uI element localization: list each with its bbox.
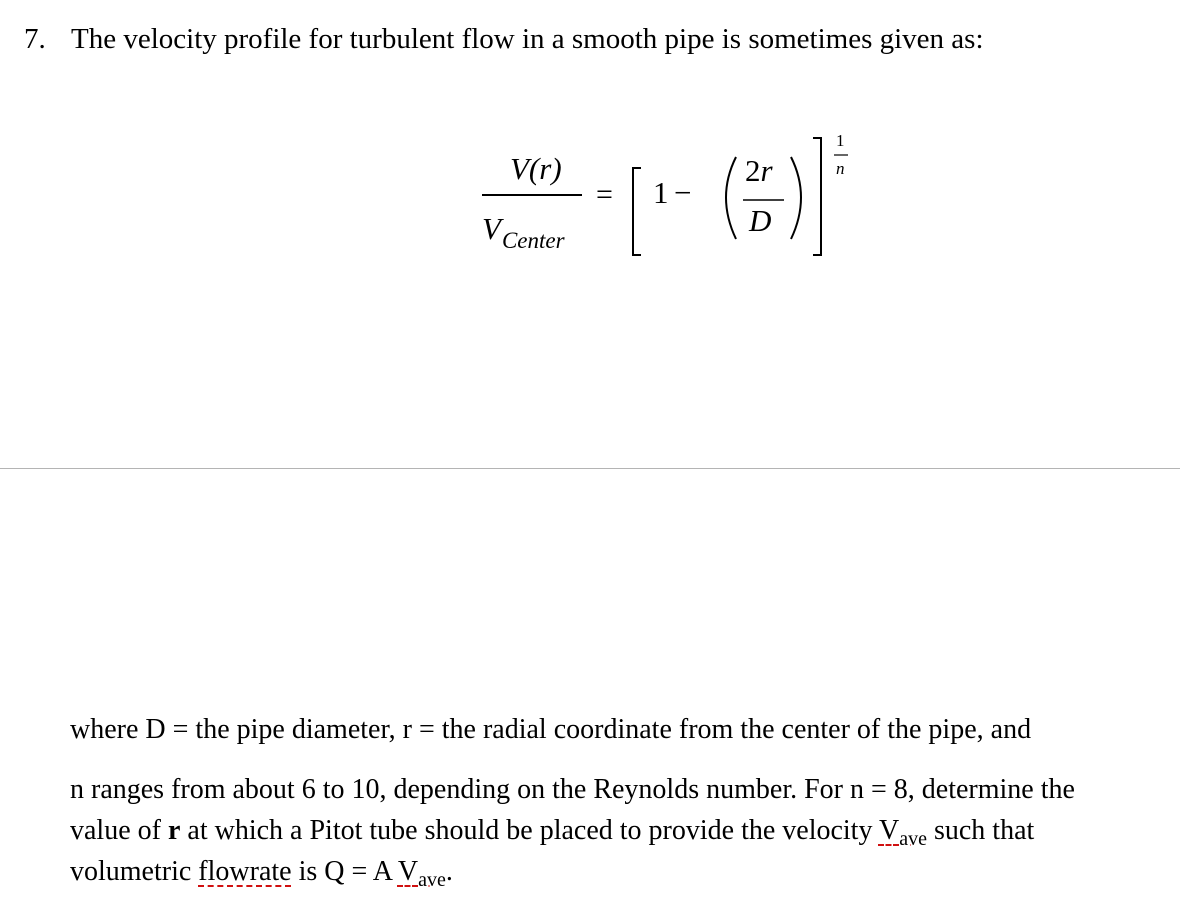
line3-v-symbol: V	[878, 815, 900, 846]
eq-exponent-denominator: n	[836, 159, 845, 178]
eq-inner-var: r	[760, 153, 773, 188]
definition-line-2: n ranges from about 6 to 10, depending on the Reynolds number. For n = 8, determine the	[70, 774, 1075, 805]
definition-line-4	[70, 854, 453, 892]
right-paren	[791, 157, 801, 239]
problem-text: The velocity profile for turbulent flow in a smooth pipe is sometimes given as:	[71, 23, 984, 55]
line3-v-ave	[878, 815, 927, 850]
line4-v-ave	[397, 856, 446, 891]
eq-exponent-numerator: 1	[836, 131, 845, 150]
definition-line-1: where D = the pipe diameter, r = the radial coordinate from the center of the pipe, and	[70, 714, 1032, 745]
line4-period: .	[445, 856, 453, 887]
eq-equals-sign: =	[596, 178, 613, 211]
line4-part-b: is Q = A	[291, 856, 398, 887]
line3-part-b: at which a Pitot tube should be placed to provide the velocity	[180, 815, 879, 846]
right-bracket	[813, 138, 821, 255]
eq-inner-coef: 2	[745, 153, 761, 188]
eq-inner-denominator: D	[749, 203, 772, 238]
eq-minus: −	[674, 175, 692, 210]
eq-v-symbol: V	[482, 211, 501, 246]
line3-ave-subscript: ave	[899, 828, 927, 850]
eq-center-subscript: Center	[501, 228, 565, 253]
line4-v-symbol: V	[397, 856, 419, 887]
eq-lhs-numerator: V(r)	[510, 151, 562, 186]
velocity-profile-equation	[470, 130, 890, 270]
line4-flowrate: flowrate	[198, 856, 292, 887]
left-paren	[726, 157, 736, 239]
line3-part-a: value of	[70, 815, 168, 846]
section-divider	[0, 468, 1180, 469]
problem-statement	[24, 20, 984, 58]
line3-part-c: such that	[926, 815, 1035, 846]
problem-number: 7.	[24, 23, 46, 55]
line4-part-a: volumetric	[70, 856, 199, 887]
definition-line-3	[70, 813, 1034, 851]
eq-one: 1	[653, 175, 669, 210]
line3-bold-r: r	[167, 815, 181, 846]
eq-inner-numerator	[745, 154, 773, 188]
left-bracket	[633, 168, 641, 255]
line4-ave-subscript: ave	[418, 869, 446, 891]
